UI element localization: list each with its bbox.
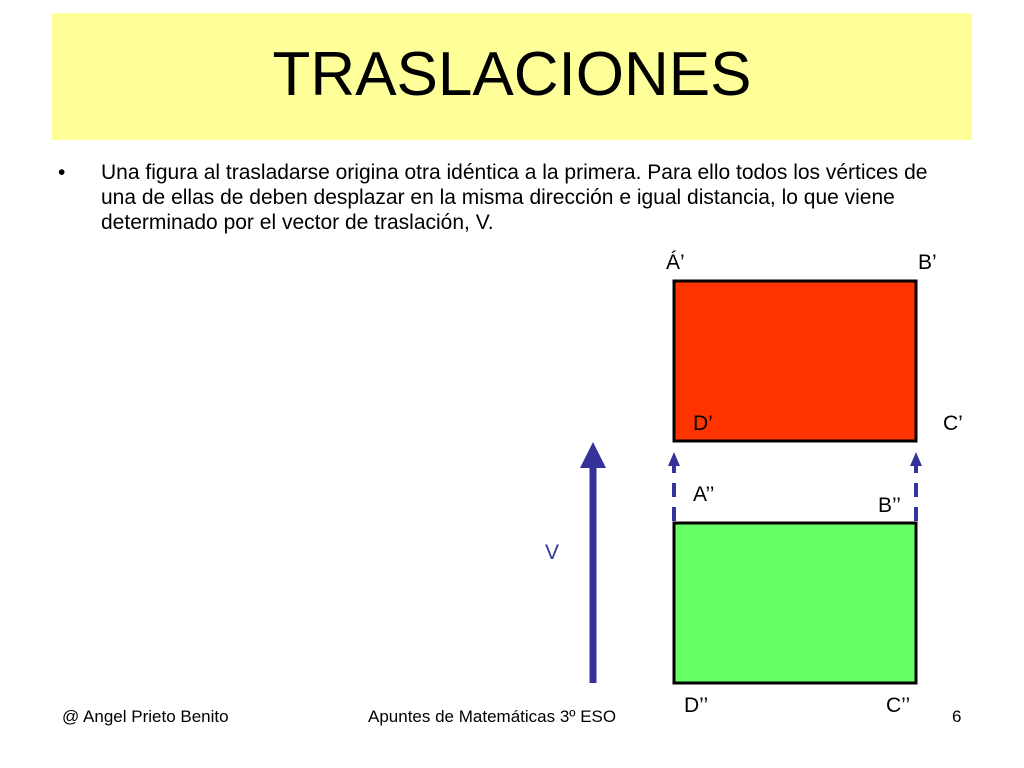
label-a-prime: Á’ (666, 251, 685, 274)
bullet-marker: • (58, 161, 66, 184)
slide-title: TRASLACIONES (272, 40, 752, 109)
footer-course: Apuntes de Matemáticas 3º ESO (368, 707, 617, 726)
label-c-prime: C’ (943, 412, 963, 435)
left-dashed-arrow (668, 452, 680, 521)
label-b-double-prime: B’’ (878, 494, 901, 517)
lower-rectangle (674, 523, 916, 683)
right-dashed-arrow (910, 452, 922, 521)
label-c-double-prime: C’’ (886, 694, 911, 717)
label-b-prime: B’ (918, 251, 937, 274)
label-d-double-prime: D’’ (684, 694, 709, 717)
label-d-prime: D’ (693, 412, 713, 435)
footer-author: @ Angel Prieto Benito (62, 707, 229, 726)
label-a-double-prime: A’’ (693, 483, 715, 506)
vector-v-arrow (580, 442, 606, 683)
bullet-text: Una figura al trasladarse origina otra idéntica a la primera. Para ello todos los vértices de una de ellas de deben desplazar en la misma dirección e igual distancia, lo que viene determinado por el vector de traslación, V. (101, 161, 928, 234)
label-vector-v: V (545, 541, 560, 564)
footer-page-number: 6 (952, 707, 962, 726)
